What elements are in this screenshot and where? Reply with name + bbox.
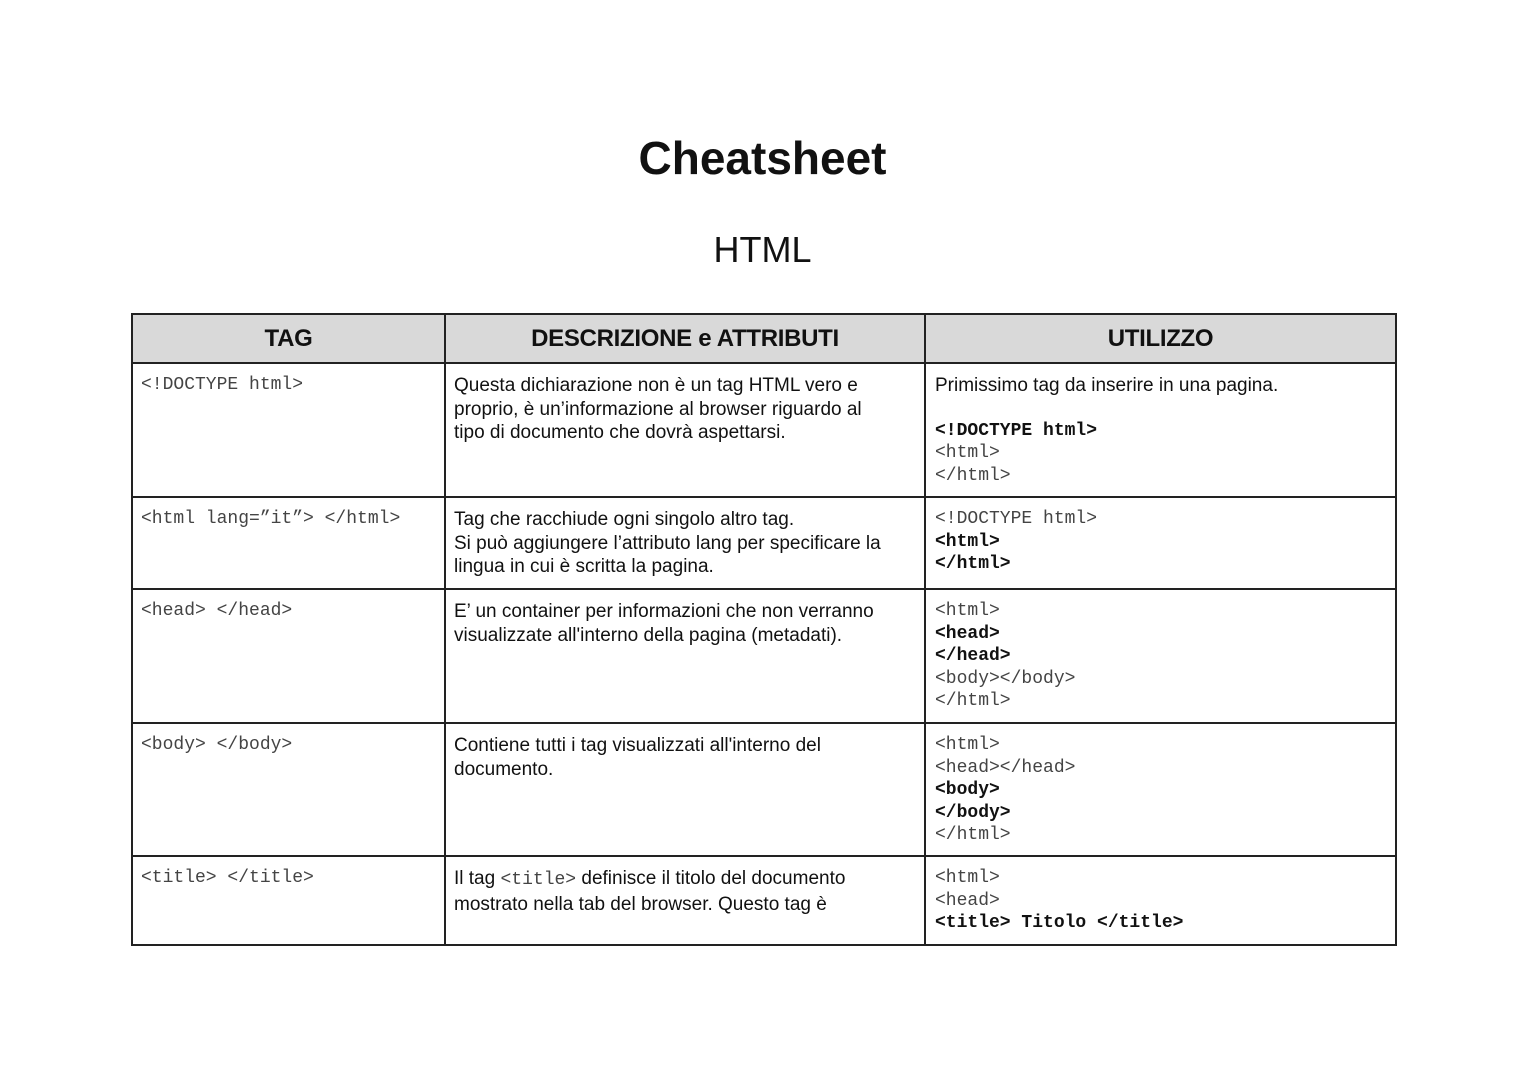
description-text: definisce il titolo del documento [576,868,846,889]
code-line: <head> [935,623,1000,644]
code-line: <body></body> [935,668,1076,689]
code-line: <head></head> [935,757,1076,778]
tag-name: <html lang=”it”> </html> [141,509,401,529]
description-line: lingua in cui è scritta la pagina. [454,556,714,577]
code-line: <head> [935,890,1000,911]
description-cell [445,363,925,497]
table-header-row [132,314,1396,363]
code-line: <!DOCTYPE html> [935,509,1098,529]
code-line: <body> [935,780,1000,800]
tag-name: <body> </body> [141,735,293,755]
tag-cell [132,723,445,856]
description-line: E’ un container per informazioni che non verranno [454,601,874,622]
header-description: DESCRIZIONE e ATTRIBUTI [445,314,925,363]
code-line: </html> [935,554,1011,574]
description-cell [445,856,925,945]
description-line: tipo di documento che dovrà aspettarsi. [454,422,786,443]
code-line: </html> [935,691,1011,711]
description-cell [445,497,925,589]
usage-cell [925,723,1396,856]
code-line: <!DOCTYPE html> [935,420,1098,441]
description-cell [445,589,925,723]
usage-cell [925,497,1396,589]
description-cell [445,723,925,856]
code-line: <html> [935,601,1000,621]
table-row [132,723,1396,856]
tag-name: <head> </head> [141,601,293,621]
table-row [132,856,1396,945]
tag-cell [132,363,445,497]
table-row [132,589,1396,723]
code-line: </html> [935,465,1011,486]
tag-cell [132,497,445,589]
usage-cell [925,856,1396,945]
tag-name: <!DOCTYPE html> [141,375,304,395]
description-line: proprio, è un’informazione al browser riguardo al [454,398,862,420]
tag-name: <title> </title> [141,868,314,888]
code-line: <html> [935,868,1000,888]
tag-cell [132,589,445,723]
description-line: mostrato nella tab del browser. Questo tag è [454,893,827,915]
code-line: <title> Titolo </title> [935,913,1184,933]
inline-code: <title> [500,870,577,890]
usage-code [935,420,1387,488]
usage-intro: Primissimo tag da inserire in una pagina. [935,375,1279,396]
description-line: Questa dichiarazione non è un tag HTML vero e [454,375,858,396]
usage-code [935,867,1387,935]
header-tag: TAG [132,314,445,363]
page-subtitle: HTML [713,229,812,270]
description-line: Si può aggiungere l’attributo lang per specificare la [454,532,881,554]
code-line: <html> [935,443,1000,463]
description-text: Il tag [454,868,501,889]
usage-cell [925,363,1396,497]
code-line: </html> [935,825,1011,845]
description-line: visualizzate all'interno della pagina (metadati). [454,624,843,646]
code-line: </body> [935,802,1011,823]
code-line: <html> [935,531,1000,552]
code-line: <html> [935,735,1000,755]
usage-code [935,600,1387,713]
description-line: documento. [454,758,554,780]
cheatsheet-table [131,313,1397,946]
table-row [132,497,1396,589]
header-usage: UTILIZZO [925,314,1396,363]
description-line: Contiene tutti i tag visualizzati all'interno del [454,735,821,756]
description-line: Tag che racchiude ogni singolo altro tag. [454,509,795,530]
usage-code [935,734,1387,847]
usage-cell [925,589,1396,723]
usage-code [935,508,1387,576]
table-row [132,363,1396,497]
description-line [454,867,916,893]
page-title: Cheatsheet [638,132,887,184]
tag-cell [132,856,445,945]
code-line: </head> [935,646,1011,666]
